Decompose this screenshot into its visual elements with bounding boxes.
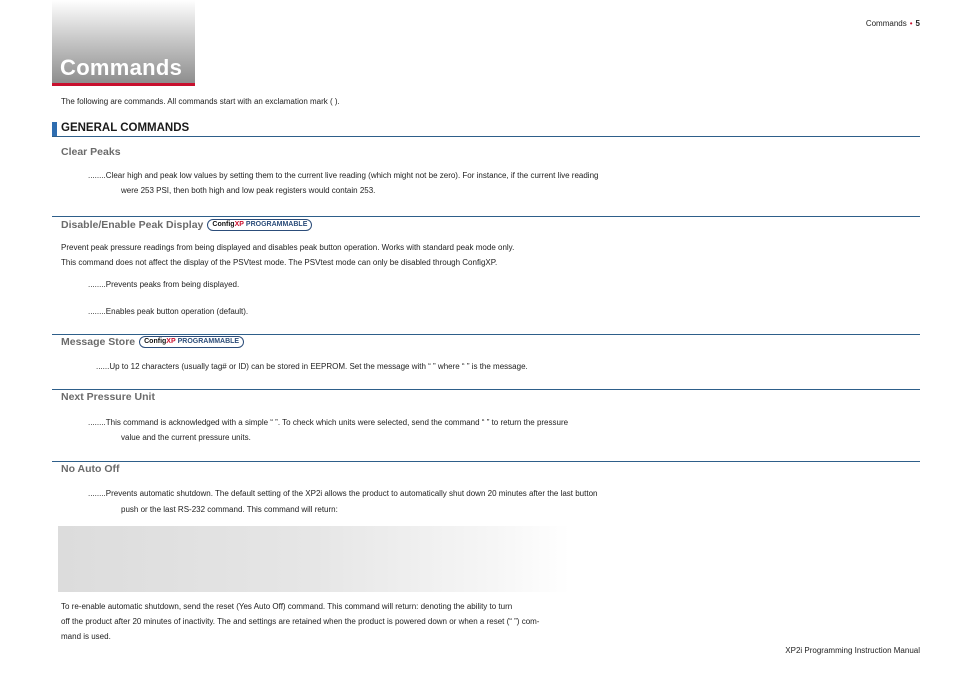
no-auto-off-line2: push or the last RS-232 command. This command will return: xyxy=(121,505,338,514)
disable-peak-item1: ........Prevents peaks from being displayed. xyxy=(88,280,240,289)
section-rule xyxy=(52,136,920,137)
divider xyxy=(52,461,920,462)
no-auto-off-line1: ........Prevents automatic shutdown. The default setting of the XP2i allows the product to automatically shut down 20 minutes after the last button xyxy=(88,489,598,498)
clear-peaks-line2: were 253 PSI, then both high and low peak registers would contain 253. xyxy=(121,186,376,195)
message-store-line1: ......Up to 12 characters (usually tag# or ID) can be stored in EEPROM. Set the message with “ ” where “ ” is the message. xyxy=(96,362,528,371)
intro-text: The following are commands. All commands start with an exclamation mark ( ). xyxy=(61,97,340,106)
configxp-programmable-badge: ConfigXP PROGRAMMABLE xyxy=(139,336,244,348)
running-header-section: Commands xyxy=(865,19,907,28)
footer-manual-title: XP2i Programming Instruction Manual xyxy=(785,646,920,655)
reenable-line1: To re-enable automatic shutdown, send the reset (Yes Auto Off) command. This command will return: denoting the ability to turn xyxy=(61,602,513,611)
reenable-line3: mand is used. xyxy=(61,632,111,641)
running-header xyxy=(866,19,920,28)
configxp-programmable-badge: ConfigXP PROGRAMMABLE xyxy=(207,219,312,231)
next-unit-heading: Next Pressure Unit xyxy=(61,391,155,403)
divider xyxy=(52,216,920,217)
next-unit-line2: value and the current pressure units. xyxy=(121,433,251,442)
disable-peak-desc1: Prevent peak pressure readings from being displayed and disables peak button operation. Works with standard peak mode only. xyxy=(61,243,515,252)
message-store-heading-row xyxy=(61,336,244,348)
clear-peaks-line1: ........Clear high and peak low values by setting them to the current live reading (which might not be zero). For instance, if the current live reading xyxy=(88,171,599,180)
response-example-box xyxy=(58,526,570,592)
bullet-icon: • xyxy=(909,19,913,28)
section-marker xyxy=(52,122,57,136)
message-store-heading: Message Store xyxy=(61,336,136,348)
section-title: GENERAL COMMANDS xyxy=(61,122,190,134)
title-underline xyxy=(52,83,195,86)
reenable-line2: off the product after 20 minutes of inactivity. The and settings are retained when the product is powered down or when a reset (“ ”) com- xyxy=(61,617,540,626)
disable-peak-heading-row xyxy=(61,219,312,231)
clear-peaks-heading: Clear Peaks xyxy=(61,146,121,158)
divider xyxy=(52,389,920,390)
disable-peak-desc2: This command does not affect the display of the PSVtest mode. The PSVtest mode can only be disabled through ConfigXP. xyxy=(61,258,498,267)
next-unit-line1: ........This command is acknowledged with a simple “ ”. To check which units were selected, send the command “ ” to return the pressure xyxy=(88,418,569,427)
divider xyxy=(52,334,920,335)
no-auto-off-heading: No Auto Off xyxy=(61,463,120,475)
disable-peak-item2: ........Enables peak button operation (default). xyxy=(88,307,249,316)
disable-peak-heading: Disable/Enable Peak Display xyxy=(61,219,204,231)
page-number: 5 xyxy=(915,19,920,28)
page-title: Commands xyxy=(60,55,183,80)
